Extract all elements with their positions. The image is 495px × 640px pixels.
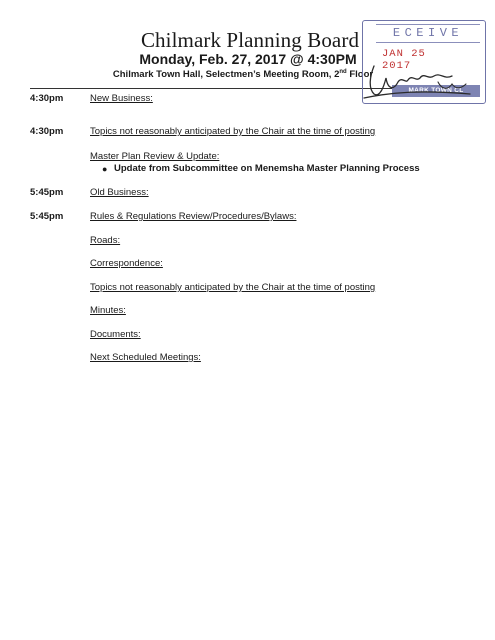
agenda-item: Topics not reasonably anticipated by the Chair at the time of posting	[90, 126, 376, 137]
meeting-date: Monday, Feb. 27, 2017 @ 4:30PM	[139, 51, 357, 67]
agenda-item: Minutes:	[90, 305, 126, 316]
document-title: Chilmark Planning Board	[140, 28, 360, 52]
agenda-time: 5:45pm	[30, 187, 64, 198]
stamp-footer: MARK TOWN CL	[392, 85, 480, 97]
agenda-time: 4:30pm	[30, 126, 64, 137]
stamp-date: JAN 25 2017	[382, 48, 426, 72]
agenda-item: Topics not reasonably anticipated by the Chair at the time of posting	[90, 282, 376, 293]
agenda-item: Rules & Regulations Review/Procedures/Bylaws:	[90, 211, 297, 222]
agenda-item: Master Plan Review & Update:	[90, 151, 220, 162]
stamp-heading: ECEIVE	[376, 24, 480, 43]
agenda-item: Roads:	[90, 235, 121, 246]
signature-icon	[362, 60, 474, 104]
agenda-item: Next Scheduled Meetings:	[90, 352, 201, 363]
agenda-item: Correspondence:	[90, 258, 163, 269]
agenda-item: Documents:	[90, 329, 141, 340]
agenda-item: Old Business:	[90, 187, 149, 198]
agenda-time: 4:30pm	[30, 93, 64, 104]
location-text: Chilmark Town Hall, Selectmen’s Meeting Room, 2	[112, 69, 340, 81]
location-floor: Floor	[346, 69, 374, 81]
bullet-icon: ●	[102, 164, 108, 174]
location-superscript: nd	[339, 69, 347, 75]
agenda-time: 5:45pm	[30, 211, 64, 222]
agenda-subitem: Update from Subcommittee on Menemsha Master Planning Process	[114, 163, 420, 174]
agenda-item: New Business:	[90, 93, 153, 104]
